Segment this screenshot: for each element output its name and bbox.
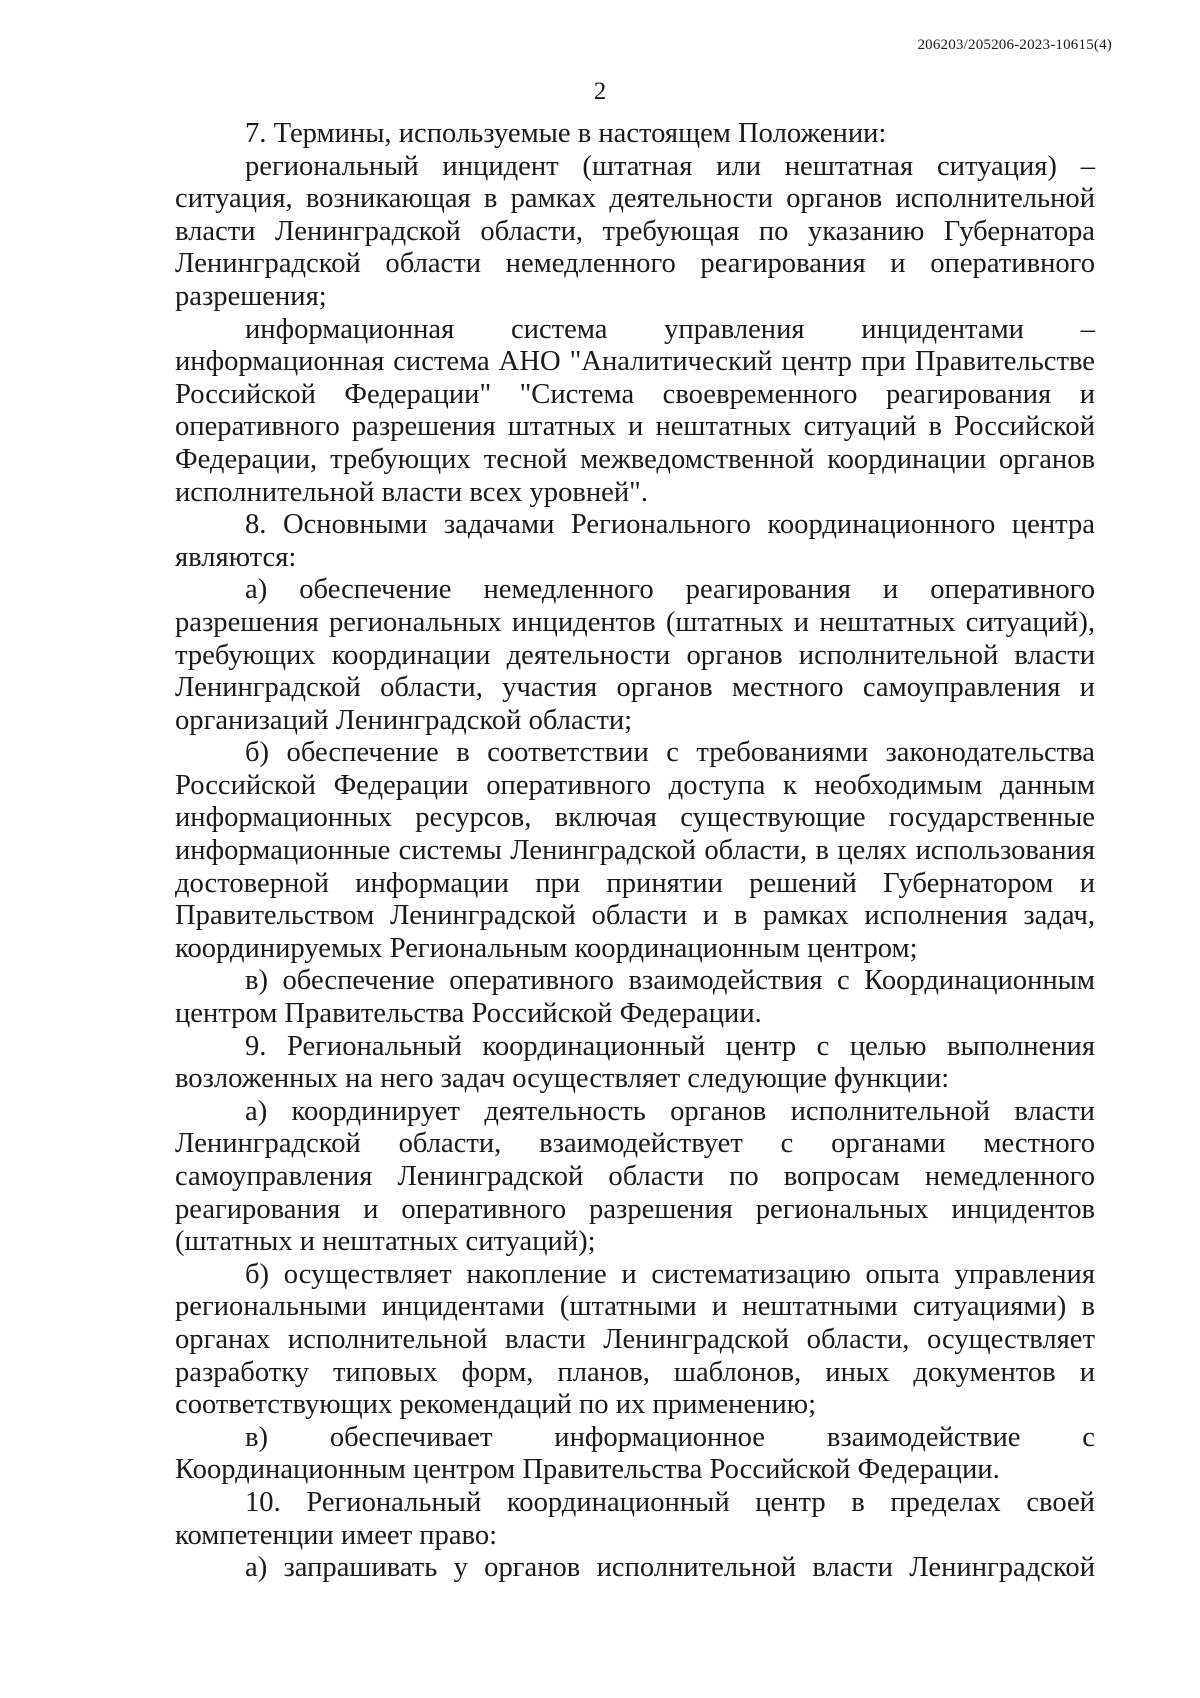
paragraph-7-title: 7. Термины, используемые в настоящем Положении: [245, 118, 887, 149]
paragraph-10-title: 10. Региональный координационный центр в пределах своей компетенции имеет право: [175, 1486, 1095, 1551]
document-id: 206203/205206-2023-10615(4) [917, 37, 1112, 53]
paragraph-8c: в) обеспечение оперативного взаимодействия с Координационным центром Правительства Российской Федерации. [175, 965, 1095, 1030]
paragraph-9-title: 9. Региональный координационный центр с целью выполнения возложенных на него задач осуществляет следующие функции: [175, 1030, 1095, 1095]
paragraph-8-title: 8. Основными задачами Регионального координационного центра являются: [175, 509, 1095, 573]
paragraph-10a: а) запрашивать у органов исполнительной власти Ленинградской [245, 1552, 1095, 1584]
paragraph-8b: б) обеспечение в соответствии с требованиями законодательства Российской Федерации оперативного доступа к необходимым данным информационных ресурсов, включая существующие государственные информационные системы Ленинградской области, в целях использования достоверной информации при принятии решений Губернатором и Правительством Ленинградской области и в рамках исполнения задач, координируемых Региональным координационным центром; [175, 737, 1095, 964]
paragraph-9a: а) координирует деятельность органов исполнительной власти Ленинградской области, взаимодействует с органами местного самоуправления Ленинградской области по вопросам немедленного реагирования и оперативного разрешения региональных инцидентов (штатных и нештатных ситуаций); [175, 1095, 1095, 1258]
paragraph-9b: б) осуществляет накопление и систематизацию опыта управления региональными инцидентами (штатными и нештатными ситуациями) в органах исполнительной власти Ленинградской области, осуществляет разработку типовых форм, планов, шаблонов, иных документов и соответствующих рекомендаций по их применению; [175, 1258, 1095, 1421]
document-body [175, 118, 1095, 1585]
paragraph-8a: а) обеспечение немедленного реагирования и оперативного разрешения региональных инцидентов (штатных и нештатных ситуаций), требующих координации деятельности органов исполнительной власти Ленинградской области, участия органов местного самоуправления и организаций Ленинградской области; [175, 574, 1095, 736]
paragraph-term-incident: региональный инцидент (штатная или нештатная ситуация) – ситуация, возникающая в рамках деятельности органов исполнительной власти Ленинградской области, требующая по указанию Губернатора Ленинградской области немедленного реагирования и оперативного разрешения; [175, 150, 1095, 312]
paragraph-9c: в) обеспечивает информационное взаимодействие с Координационным центром Правительства Российской Федерации. [175, 1421, 1095, 1486]
paragraph-term-system: информационная система управления инцидентами – информационная система АНО "Аналитический центр при Правительстве Российской Федерации" "Система своевременного реагирования и оперативного разрешения штатных и нештатных ситуаций в Российской Федерации, требующих тесной межведомственной координации органов исполнительной власти всех уровней". [175, 313, 1095, 508]
page-number: 2 [593, 78, 607, 105]
